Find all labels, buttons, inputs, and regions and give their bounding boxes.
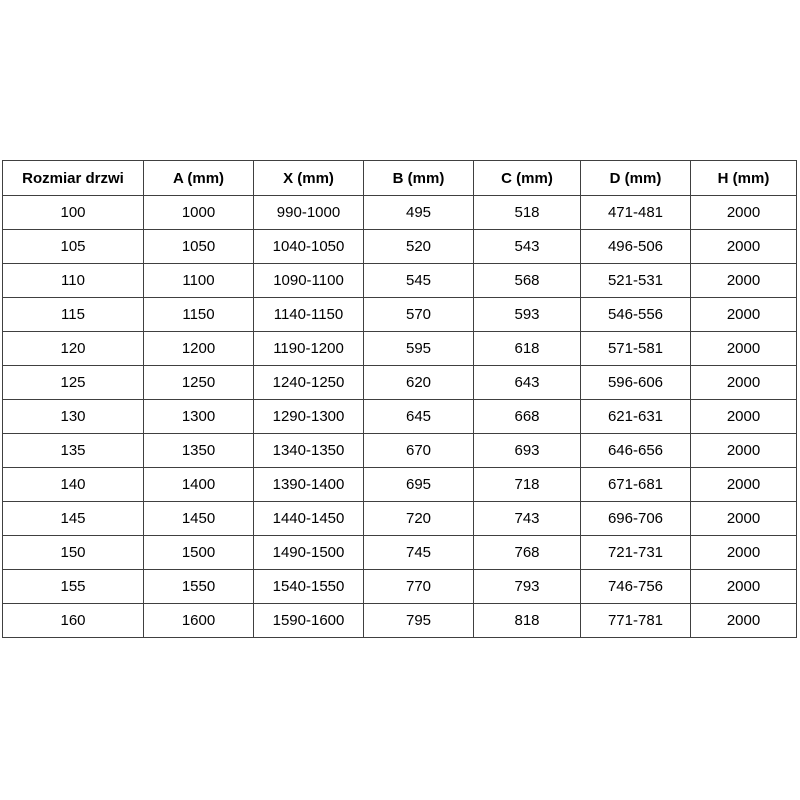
table-cell: 568	[474, 264, 581, 298]
table-cell: 1550	[144, 570, 254, 604]
table-row	[3, 536, 797, 570]
table-cell: 1150	[144, 298, 254, 332]
table-row	[3, 400, 797, 434]
table-cell: 2000	[691, 570, 797, 604]
table-cell: 495	[364, 196, 474, 230]
table-cell: 160	[3, 604, 144, 638]
table-cell: 2000	[691, 298, 797, 332]
column-header-x-mm: X (mm)	[254, 161, 364, 196]
table-cell: 1490-1500	[254, 536, 364, 570]
table-cell: 990-1000	[254, 196, 364, 230]
table-cell: 671-681	[581, 468, 691, 502]
table-cell: 595	[364, 332, 474, 366]
table-cell: 155	[3, 570, 144, 604]
table-cell: 2000	[691, 434, 797, 468]
table-row	[3, 230, 797, 264]
table-header	[3, 161, 797, 196]
table-cell: 721-731	[581, 536, 691, 570]
table-cell: 793	[474, 570, 581, 604]
table-cell: 110	[3, 264, 144, 298]
table-cell: 546-556	[581, 298, 691, 332]
table-row	[3, 502, 797, 536]
header-row	[3, 161, 797, 196]
table-cell: 2000	[691, 502, 797, 536]
table-cell: 1400	[144, 468, 254, 502]
table-cell: 2000	[691, 366, 797, 400]
table-cell: 2000	[691, 332, 797, 366]
table-cell: 471-481	[581, 196, 691, 230]
table-cell: 545	[364, 264, 474, 298]
table-cell: 2000	[691, 230, 797, 264]
table-cell: 2000	[691, 604, 797, 638]
table-cell: 125	[3, 366, 144, 400]
column-header-c-mm: C (mm)	[474, 161, 581, 196]
table-cell: 150	[3, 536, 144, 570]
table-cell: 746-756	[581, 570, 691, 604]
table-cell: 1000	[144, 196, 254, 230]
table-cell: 1090-1100	[254, 264, 364, 298]
table-row	[3, 570, 797, 604]
table-cell: 1200	[144, 332, 254, 366]
table-cell: 571-581	[581, 332, 691, 366]
table-row	[3, 332, 797, 366]
table-cell: 695	[364, 468, 474, 502]
table-cell: 1100	[144, 264, 254, 298]
table-cell: 670	[364, 434, 474, 468]
table-cell: 2000	[691, 536, 797, 570]
table-cell: 496-506	[581, 230, 691, 264]
table-cell: 1590-1600	[254, 604, 364, 638]
table-cell: 145	[3, 502, 144, 536]
table-cell: 1390-1400	[254, 468, 364, 502]
table-cell: 768	[474, 536, 581, 570]
table-row	[3, 434, 797, 468]
table-cell: 770	[364, 570, 474, 604]
table-cell: 520	[364, 230, 474, 264]
table-cell: 2000	[691, 264, 797, 298]
table-cell: 543	[474, 230, 581, 264]
table-cell: 1050	[144, 230, 254, 264]
table-cell: 771-781	[581, 604, 691, 638]
table-cell: 1540-1550	[254, 570, 364, 604]
table-cell: 693	[474, 434, 581, 468]
table-cell: 618	[474, 332, 581, 366]
table-cell: 1500	[144, 536, 254, 570]
table-cell: 718	[474, 468, 581, 502]
table-row	[3, 468, 797, 502]
table-row	[3, 196, 797, 230]
table-cell: 743	[474, 502, 581, 536]
door-size-table	[2, 160, 797, 638]
table-cell: 1190-1200	[254, 332, 364, 366]
table-cell: 593	[474, 298, 581, 332]
table-cell: 1450	[144, 502, 254, 536]
column-header-rozmiar-drzwi: Rozmiar drzwi	[3, 161, 144, 196]
column-header-d-mm: D (mm)	[581, 161, 691, 196]
table-cell: 1290-1300	[254, 400, 364, 434]
table-cell: 1350	[144, 434, 254, 468]
table-cell: 2000	[691, 196, 797, 230]
table-cell: 1440-1450	[254, 502, 364, 536]
table-cell: 596-606	[581, 366, 691, 400]
table-cell: 668	[474, 400, 581, 434]
table-cell: 1250	[144, 366, 254, 400]
table-cell: 795	[364, 604, 474, 638]
table-cell: 720	[364, 502, 474, 536]
table-cell: 140	[3, 468, 144, 502]
table-row	[3, 366, 797, 400]
table-cell: 105	[3, 230, 144, 264]
table-body	[3, 196, 797, 638]
table-cell: 1340-1350	[254, 434, 364, 468]
column-header-a-mm: A (mm)	[144, 161, 254, 196]
table-row	[3, 264, 797, 298]
table-cell: 621-631	[581, 400, 691, 434]
table-cell: 1300	[144, 400, 254, 434]
table-cell: 115	[3, 298, 144, 332]
column-header-b-mm: B (mm)	[364, 161, 474, 196]
table-cell: 620	[364, 366, 474, 400]
table-cell: 570	[364, 298, 474, 332]
table-cell: 745	[364, 536, 474, 570]
table-cell: 518	[474, 196, 581, 230]
table-cell: 2000	[691, 468, 797, 502]
table-cell: 1240-1250	[254, 366, 364, 400]
table-cell: 1600	[144, 604, 254, 638]
table-cell: 2000	[691, 400, 797, 434]
table-cell: 521-531	[581, 264, 691, 298]
table-row	[3, 298, 797, 332]
table-cell: 100	[3, 196, 144, 230]
table-cell: 135	[3, 434, 144, 468]
table-cell: 645	[364, 400, 474, 434]
table-cell: 120	[3, 332, 144, 366]
table-cell: 646-656	[581, 434, 691, 468]
table-cell: 1040-1050	[254, 230, 364, 264]
table-cell: 818	[474, 604, 581, 638]
table-cell: 1140-1150	[254, 298, 364, 332]
table-cell: 643	[474, 366, 581, 400]
table-cell: 130	[3, 400, 144, 434]
table-cell: 696-706	[581, 502, 691, 536]
column-header-h-mm: H (mm)	[691, 161, 797, 196]
table-row	[3, 604, 797, 638]
